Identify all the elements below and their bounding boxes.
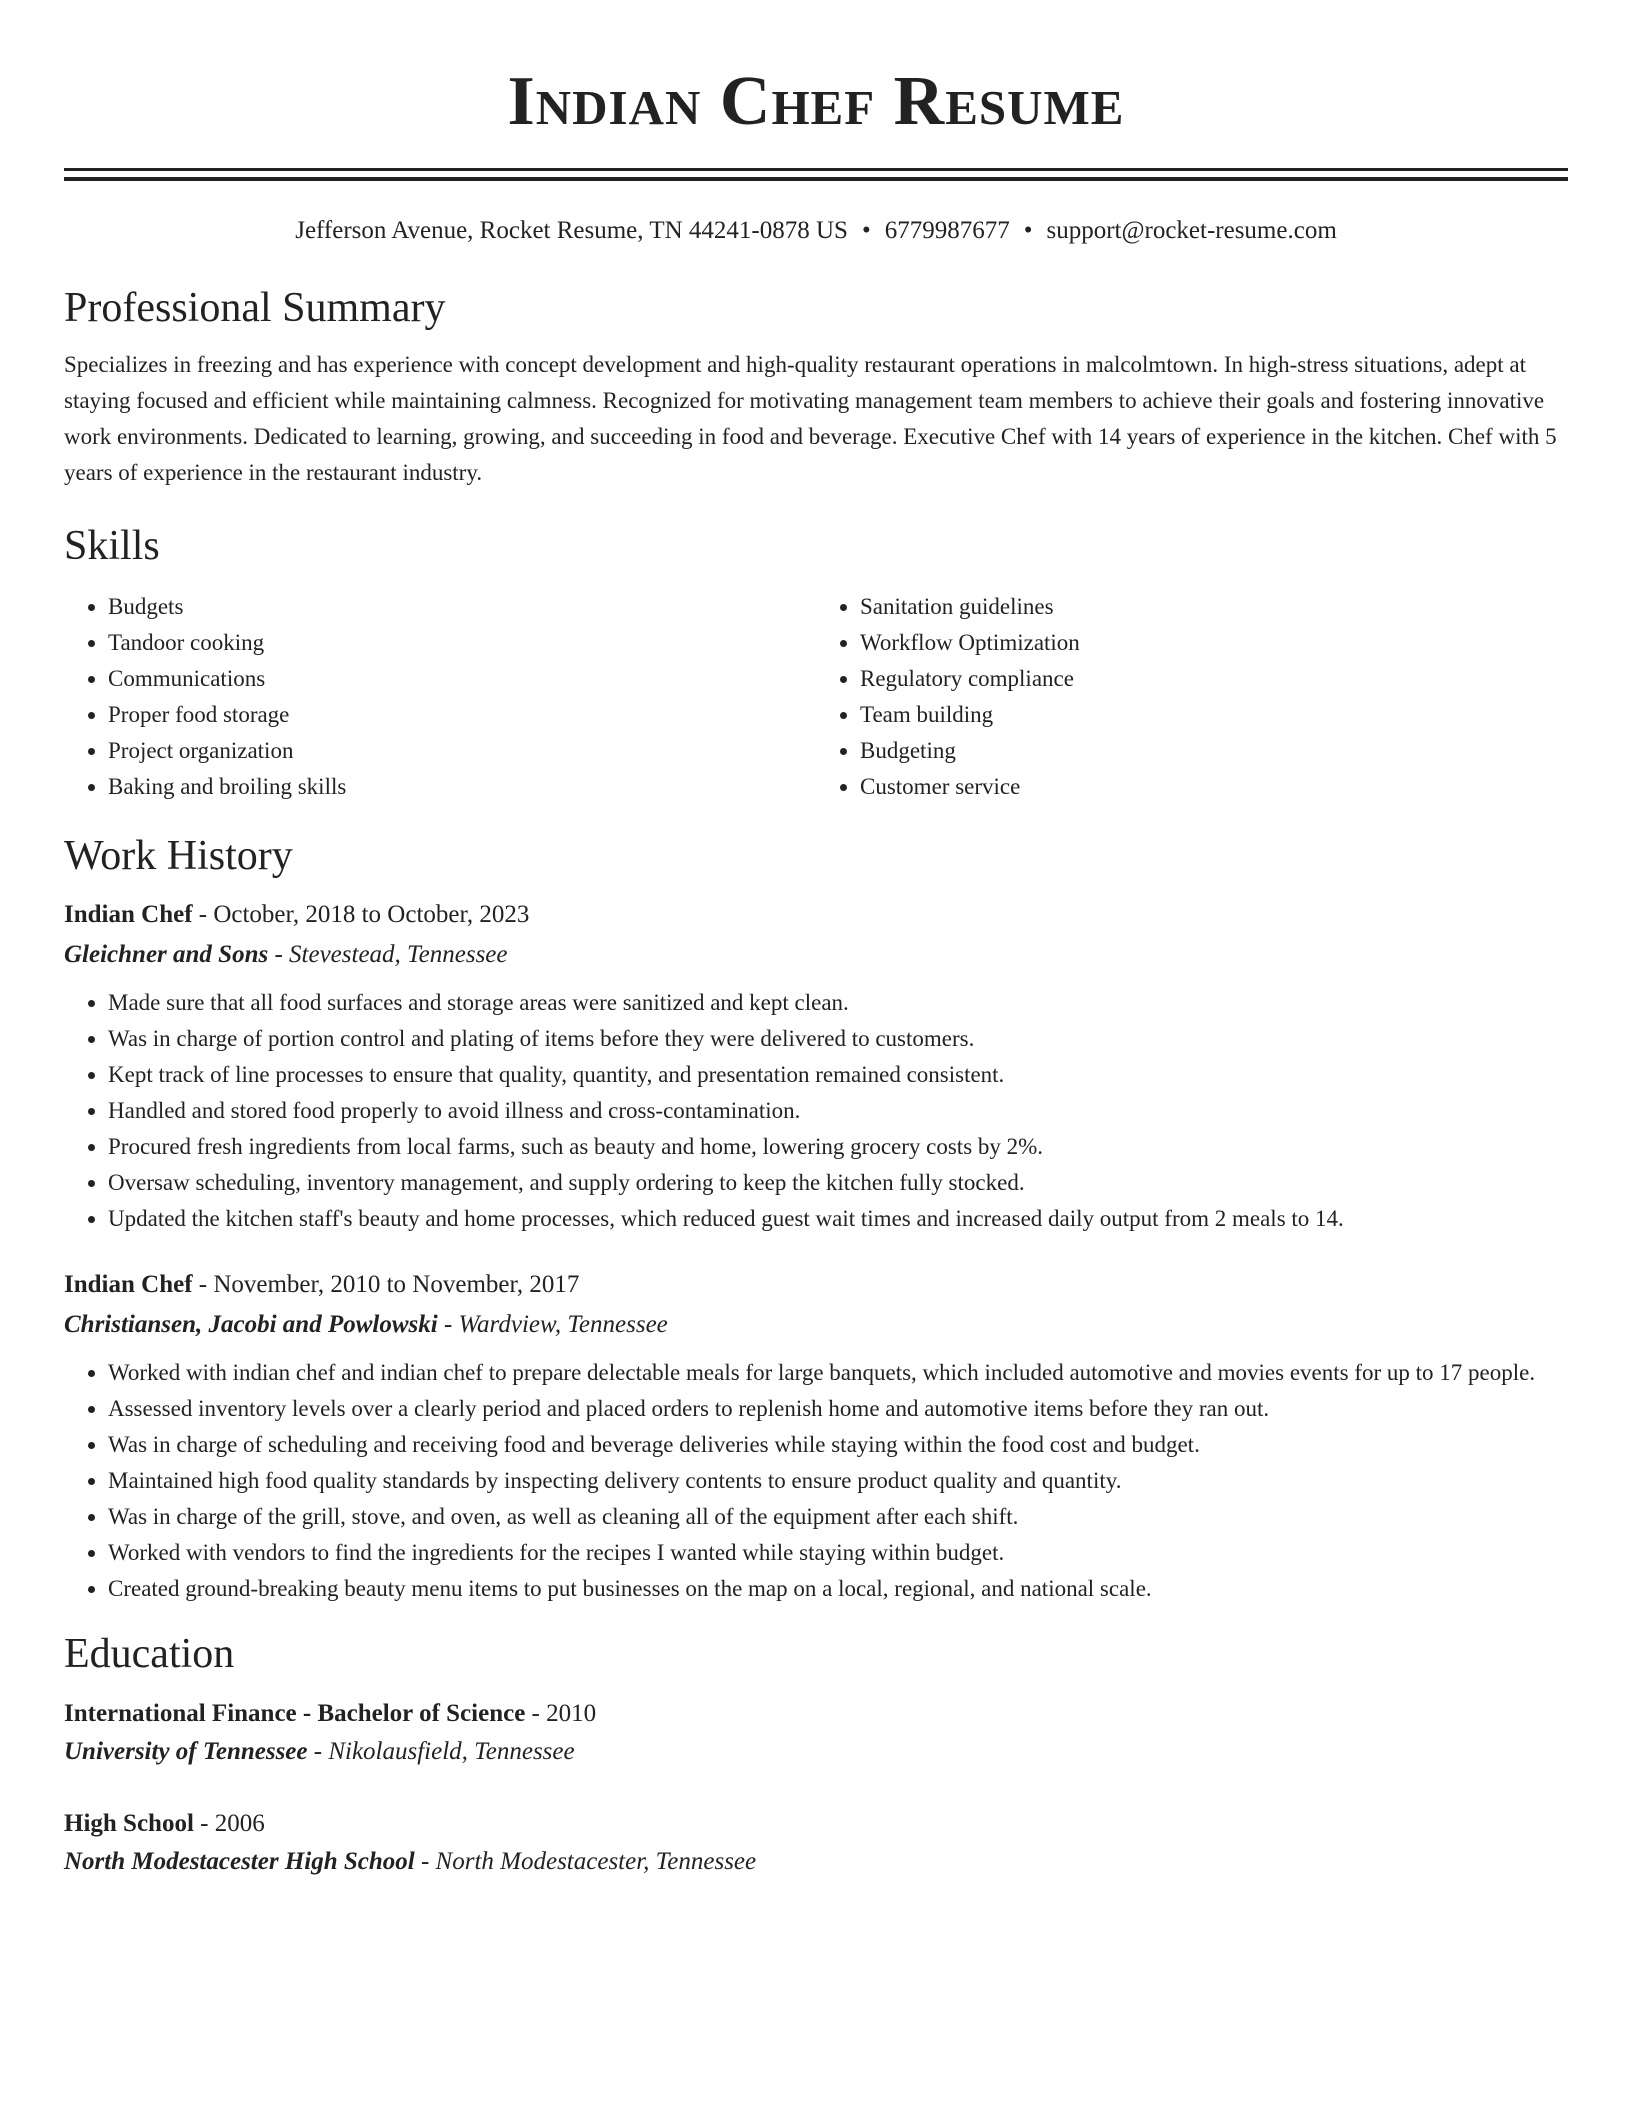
contact-separator: • xyxy=(1023,217,1033,244)
duty-item: • Maintained high food quality standards by inspecting delivery contents to ensure product quality and quantity. xyxy=(108,1463,1568,1499)
education-degree-line xyxy=(64,1695,1568,1733)
duty-item: • Kept track of line processes to ensure that quality, quantity, and presentation remained consistent. xyxy=(108,1057,1568,1093)
duty-item: • Assessed inventory levels over a clearly period and placed orders to replenish home and automotive items before they ran out. xyxy=(108,1391,1568,1427)
contact-email[interactable]: support@rocket-resume.com xyxy=(1046,217,1337,244)
duty-item: • Was in charge of portion control and plating of items before they were delivered to customers. xyxy=(108,1021,1568,1057)
skill-item: • Team building xyxy=(860,697,1568,733)
skill-item: • Project organization xyxy=(108,733,816,769)
education-school-line xyxy=(64,1733,1568,1771)
job-duties xyxy=(64,985,1568,1237)
job-location: - Wardview, Tennessee xyxy=(437,1311,668,1338)
skill-item: • Sanitation guidelines xyxy=(860,589,1568,625)
education-location: - North Modestacester, Tennessee xyxy=(414,1848,757,1875)
summary-text: Specializes in freezing and has experience with concept development and high-quality restaurant operations in malcolmtown. In high-stress situations, adept at staying focused and efficient while maintaining calmness. Recognized for motivating management team members to achieve their goals and fostering innovative work environments. Dedicated to learning, growing, and succeeding in food and beverage. Executive Chef with 14 years of experience in the kitchen. Chef with 5 years of experience in the restaurant industry. xyxy=(64,352,1557,485)
duty-item: • Was in charge of scheduling and receiving food and beverage deliveries while staying within the food cost and budget. xyxy=(108,1427,1568,1463)
skill-item: • Regulatory compliance xyxy=(860,661,1568,697)
title-divider-top xyxy=(64,168,1568,171)
job-entry xyxy=(64,1265,1568,1607)
duty-item: • Made sure that all food surfaces and storage areas were sanitized and kept clean. xyxy=(108,985,1568,1021)
skills-column-right xyxy=(816,589,1568,805)
summary-heading: Professional Summary xyxy=(64,285,446,331)
education-year: - 2006 xyxy=(193,1810,265,1837)
education-degree-line xyxy=(64,1805,1568,1843)
duty-item: • Worked with vendors to find the ingredients for the recipes I wanted while staying within budget. xyxy=(108,1535,1568,1571)
job-entry xyxy=(64,895,1568,1237)
job-duties xyxy=(64,1355,1568,1607)
education-heading: Education xyxy=(64,1631,235,1677)
education-entry xyxy=(64,1695,1568,1771)
skill-item: • Tandoor cooking xyxy=(108,625,816,661)
skill-item: • Budgeting xyxy=(860,733,1568,769)
resume-title: Indian Chef Resume xyxy=(507,63,1125,140)
duty-item: • Created ground-breaking beauty menu items to put businesses on the map on a local, regional, and national scale. xyxy=(108,1571,1568,1607)
skill-item: • Customer service xyxy=(860,769,1568,805)
skill-item: • Workflow Optimization xyxy=(860,625,1568,661)
education-year: - 2010 xyxy=(525,1700,597,1727)
job-dates: - October, 2018 to October, 2023 xyxy=(192,901,530,928)
contact-separator: • xyxy=(861,217,871,244)
job-company-line xyxy=(64,1305,1568,1345)
skills-column-left xyxy=(64,589,816,805)
job-company-line xyxy=(64,935,1568,975)
education-school-line xyxy=(64,1843,1568,1881)
title-divider-bottom xyxy=(64,177,1568,181)
skills-heading: Skills xyxy=(64,523,160,569)
duty-item: • Was in charge of the grill, stove, and oven, as well as cleaning all of the equipment after each shift. xyxy=(108,1499,1568,1535)
contact-phone: 6779987677 xyxy=(884,217,1010,244)
skill-item: • Communications xyxy=(108,661,816,697)
job-company: Christiansen, Jacobi and Powlowski xyxy=(64,1311,438,1338)
duty-item: • Updated the kitchen staff's beauty and home processes, which reduced guest wait times and increased daily output from 2 meals to 14. xyxy=(108,1201,1568,1237)
job-dates: - November, 2010 to November, 2017 xyxy=(192,1271,580,1298)
job-location: - Stevestead, Tennessee xyxy=(268,941,508,968)
education-degree: High School xyxy=(64,1810,194,1837)
contact-address: Jefferson Avenue, Rocket Resume, TN 44241-0878 US xyxy=(295,217,848,244)
job-title-line xyxy=(64,1265,1568,1305)
duty-item: • Handled and stored food properly to avoid illness and cross-contamination. xyxy=(108,1093,1568,1129)
education-entry xyxy=(64,1805,1568,1881)
duty-item: • Oversaw scheduling, inventory management, and supply ordering to keep the kitchen fully stocked. xyxy=(108,1165,1568,1201)
skills-list xyxy=(64,589,1568,805)
education-school: North Modestacester High School xyxy=(64,1848,415,1875)
work-history-heading: Work History xyxy=(64,833,293,879)
job-company: Gleichner and Sons xyxy=(64,941,269,968)
education-degree: International Finance - Bachelor of Science xyxy=(64,1700,526,1727)
skill-item: • Baking and broiling skills xyxy=(108,769,816,805)
skill-item: • Budgets xyxy=(108,589,816,625)
job-title: Indian Chef xyxy=(64,1271,193,1298)
contact-line xyxy=(64,215,1568,247)
job-title: Indian Chef xyxy=(64,901,193,928)
duty-item: • Worked with indian chef and indian chef to prepare delectable meals for large banquets, which included automotive and movies events for up to 17 people. xyxy=(108,1355,1568,1391)
duty-item: • Procured fresh ingredients from local farms, such as beauty and home, lowering grocery costs by 2%. xyxy=(108,1129,1568,1165)
job-title-line xyxy=(64,895,1568,935)
skill-item: • Proper food storage xyxy=(108,697,816,733)
education-location: - Nikolausfield, Tennessee xyxy=(307,1738,575,1765)
education-school: University of Tennessee xyxy=(64,1738,308,1765)
